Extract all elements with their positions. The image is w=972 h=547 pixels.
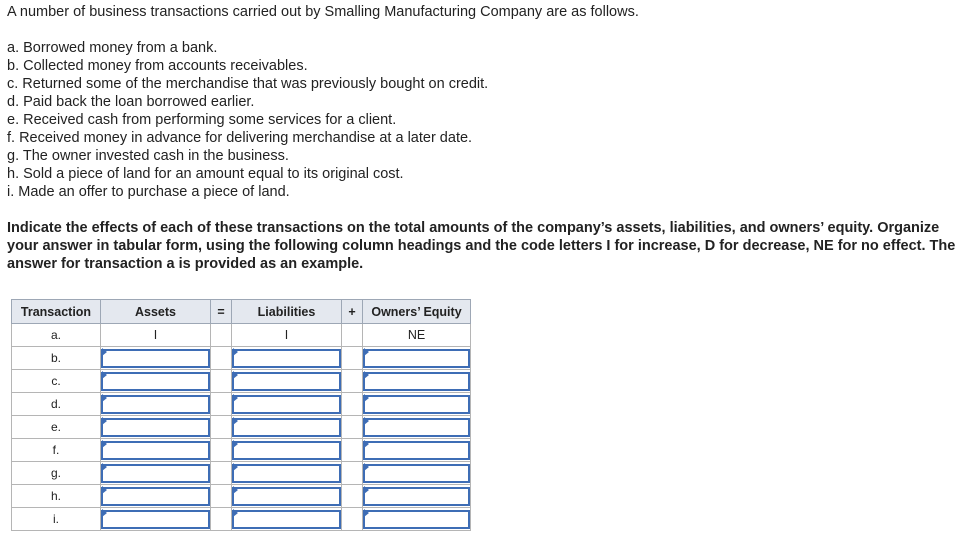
equals-cell (211, 370, 232, 393)
transaction-item-i: i. Made an offer to purchase a piece of land. (7, 184, 290, 200)
liabilities-cell (232, 370, 342, 393)
header-owners-equity: Owners’ Equity (363, 300, 471, 324)
owners-equity-input[interactable] (363, 372, 470, 391)
plus-cell (342, 485, 363, 508)
transaction-item-c: c. Returned some of the merchandise that was previously bought on credit. (7, 76, 489, 92)
table-row (12, 370, 471, 393)
plus-cell (342, 416, 363, 439)
table-row (12, 485, 471, 508)
assets-cell (101, 462, 211, 485)
table-row (12, 347, 471, 370)
owners-equity-cell (363, 370, 471, 393)
table-row (12, 439, 471, 462)
assets-input[interactable] (101, 372, 210, 391)
header-liabilities: Liabilities (232, 300, 342, 324)
owners-equity-cell (363, 347, 471, 370)
plus-cell (342, 439, 363, 462)
row-label: h. (12, 485, 101, 508)
transaction-item-d: d. Paid back the loan borrowed earlier. (7, 94, 255, 110)
liabilities-cell (232, 393, 342, 416)
row-label: f. (12, 439, 101, 462)
plus-cell (342, 462, 363, 485)
liabilities-input[interactable] (232, 441, 341, 460)
liabilities-input[interactable] (232, 487, 341, 506)
liabilities-cell (232, 508, 342, 531)
owners-equity-cell (363, 416, 471, 439)
row-label: g. (12, 462, 101, 485)
owners-equity-input[interactable] (363, 487, 470, 506)
liabilities-input[interactable] (232, 372, 341, 391)
assets-input[interactable] (101, 487, 210, 506)
liabilities-cell (232, 347, 342, 370)
table-row (12, 416, 471, 439)
assets-cell (101, 416, 211, 439)
assets-cell (101, 508, 211, 531)
header-plus-sign: + (342, 300, 363, 324)
owners-equity-cell (363, 508, 471, 531)
transaction-item-b: b. Collected money from accounts receivables. (7, 58, 308, 74)
assets-input[interactable] (101, 441, 210, 460)
transaction-list (7, 39, 488, 201)
equals-cell (211, 393, 232, 416)
equals-cell (211, 416, 232, 439)
example-liabilities-value: I (232, 324, 342, 347)
transaction-item-g: g. The owner invested cash in the business. (7, 148, 289, 164)
owners-equity-cell (363, 393, 471, 416)
row-label: e. (12, 416, 101, 439)
assets-input[interactable] (101, 395, 210, 414)
example-equity-value: NE (363, 324, 471, 347)
example-assets-value: I (101, 324, 211, 347)
row-label: i. (12, 508, 101, 531)
transaction-item-h: h. Sold a piece of land for an amount equal to its original cost. (7, 166, 404, 182)
plus-cell (342, 324, 363, 347)
owners-equity-input[interactable] (363, 349, 470, 368)
row-label: d. (12, 393, 101, 416)
liabilities-input[interactable] (232, 464, 341, 483)
assets-cell (101, 439, 211, 462)
owners-equity-input[interactable] (363, 464, 470, 483)
transaction-item-f: f. Received money in advance for delivering merchandise at a later date. (7, 130, 473, 146)
equals-cell (211, 508, 232, 531)
problem-intro: A number of business transactions carried out by Smalling Manufacturing Company are as follows. (7, 4, 639, 20)
equals-cell (211, 347, 232, 370)
liabilities-input[interactable] (232, 395, 341, 414)
table-header-row (12, 300, 471, 324)
assets-cell (101, 485, 211, 508)
table-row (12, 393, 471, 416)
liabilities-input[interactable] (232, 510, 341, 529)
owners-equity-input[interactable] (363, 418, 470, 437)
liabilities-cell (232, 439, 342, 462)
owners-equity-input[interactable] (363, 441, 470, 460)
equals-cell (211, 324, 232, 347)
equals-cell (211, 439, 232, 462)
plus-cell (342, 370, 363, 393)
liabilities-input[interactable] (232, 418, 341, 437)
owners-equity-input[interactable] (363, 510, 470, 529)
owners-equity-cell (363, 485, 471, 508)
liabilities-cell (232, 462, 342, 485)
liabilities-cell (232, 485, 342, 508)
assets-cell (101, 370, 211, 393)
table-row (12, 508, 471, 531)
plus-cell (342, 393, 363, 416)
assets-input[interactable] (101, 349, 210, 368)
row-label: b. (12, 347, 101, 370)
transaction-item-a: a. Borrowed money from a bank. (7, 40, 218, 56)
answer-table (11, 299, 471, 531)
header-equals-sign: = (211, 300, 232, 324)
header-assets: Assets (101, 300, 211, 324)
plus-cell (342, 347, 363, 370)
transaction-item-e: e. Received cash from performing some services for a client. (7, 112, 397, 128)
plus-cell (342, 508, 363, 531)
assets-cell (101, 347, 211, 370)
equals-cell (211, 462, 232, 485)
assets-input[interactable] (101, 510, 210, 529)
assets-cell (101, 393, 211, 416)
table-row-example (12, 324, 471, 347)
liabilities-cell (232, 416, 342, 439)
equals-cell (211, 485, 232, 508)
owners-equity-input[interactable] (363, 395, 470, 414)
owners-equity-cell (363, 462, 471, 485)
liabilities-input[interactable] (232, 349, 341, 368)
assets-input[interactable] (101, 464, 210, 483)
header-transaction: Transaction (12, 300, 101, 324)
owners-equity-cell (363, 439, 471, 462)
instructions-text: Indicate the effects of each of these transactions on the total amounts of the company’s assets, liabilities, and owners’ equity. Organize your answer in tabular form, using the following column headings and the code letters I for increase, D for decrease, NE for no effect. The answer for transaction a is provided as an example. (7, 220, 956, 272)
row-label: c. (12, 370, 101, 393)
table-row (12, 462, 471, 485)
row-label: a. (12, 324, 101, 347)
assets-input[interactable] (101, 418, 210, 437)
